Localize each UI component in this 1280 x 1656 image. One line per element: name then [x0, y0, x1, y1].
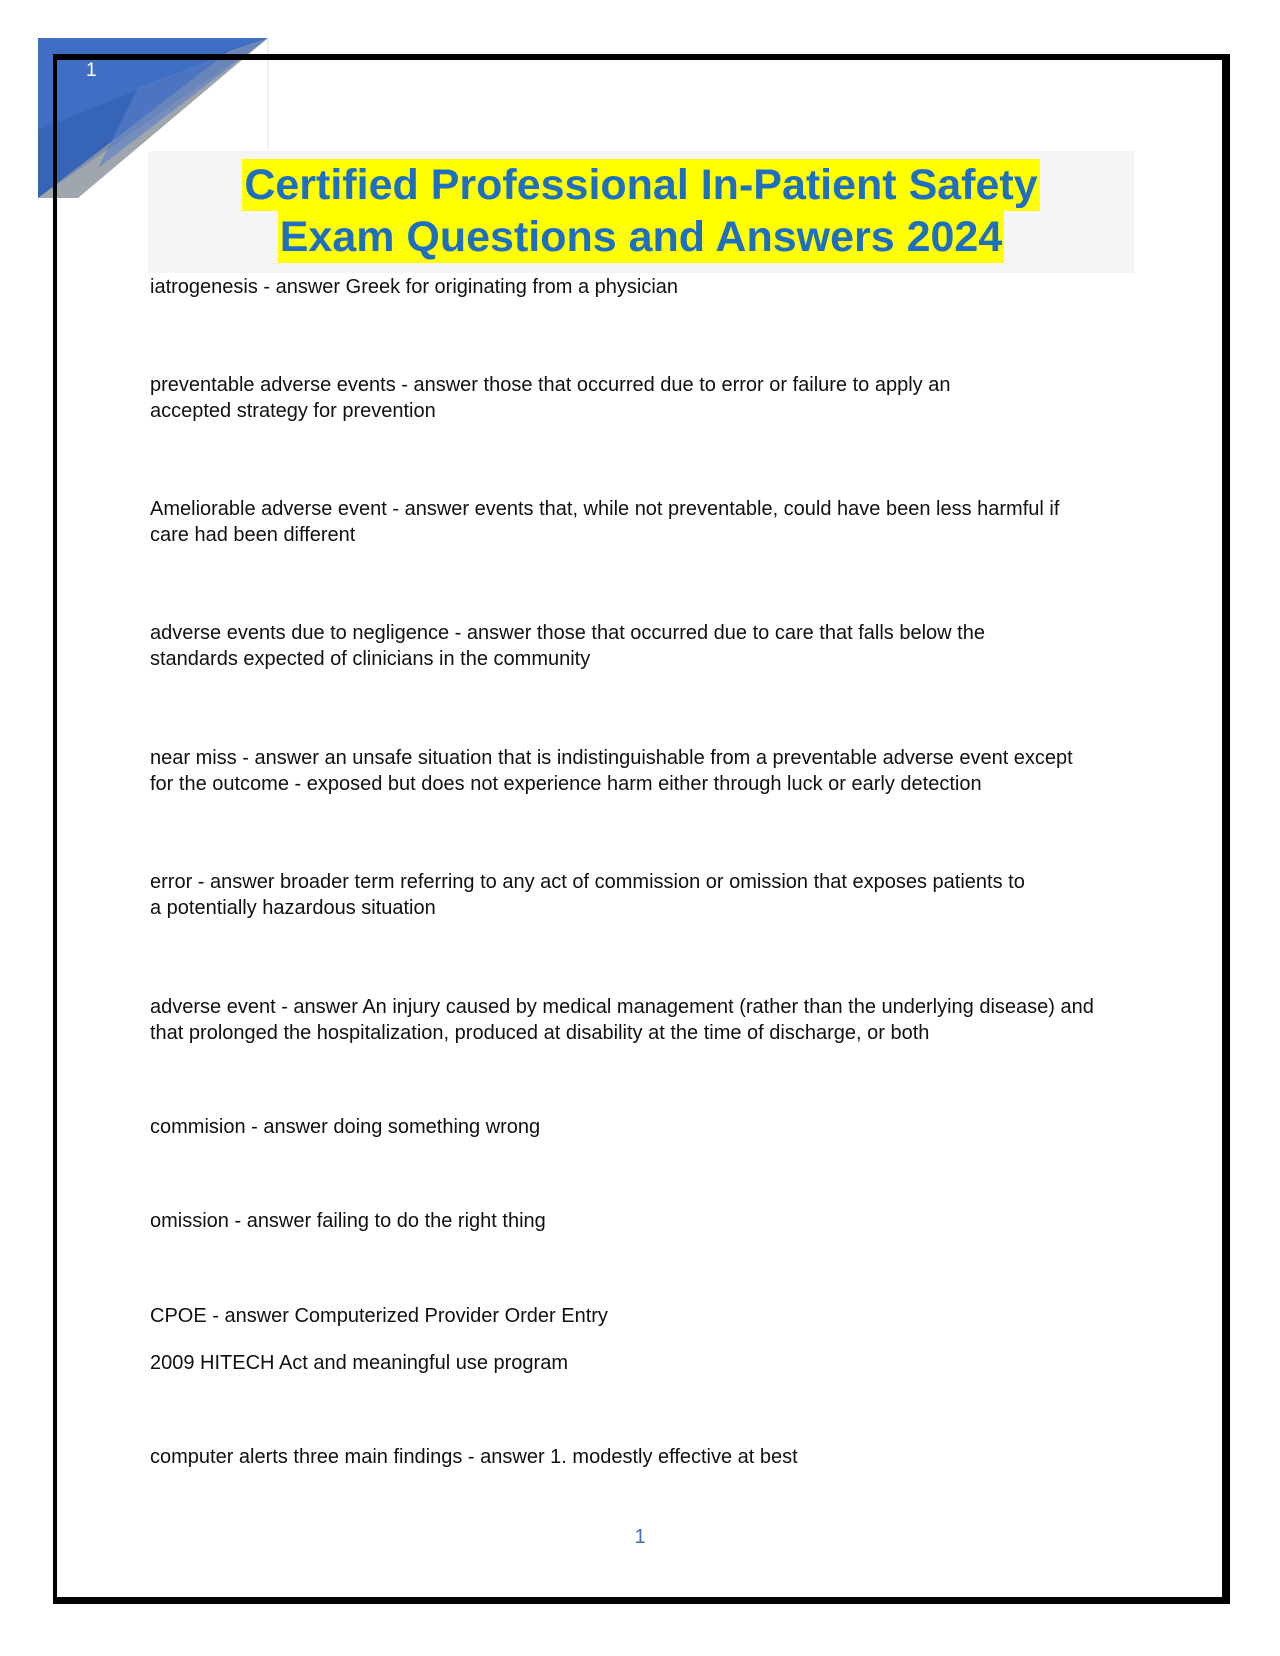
qa-line: CPOE - answer Computerized Provider Order Entry: [150, 1305, 608, 1327]
qa-line: iatrogenesis - answer Greek for originating from a physician: [150, 276, 679, 298]
qa-line: standards expected of clinicians in the community: [150, 648, 591, 670]
qa-entry: [150, 496, 1130, 548]
qa-entry: [150, 1208, 1130, 1234]
header-page-number: 1: [86, 60, 97, 81]
qa-line: error - answer broader term referring to any act of commission or omission that exposes patients to: [150, 871, 1025, 893]
title-line-1: Certified Professional In-Patient Safety: [244, 161, 1038, 209]
qa-entry: [150, 274, 1130, 300]
qa-line: omission - answer failing to do the right thing: [150, 1210, 546, 1232]
qa-entry: [150, 1444, 1130, 1470]
qa-entry: [150, 1114, 1130, 1140]
document-title: [148, 151, 1134, 273]
qa-line: a potentially hazardous situation: [150, 897, 436, 919]
qa-line: accepted strategy for prevention: [150, 400, 436, 422]
qa-line: near miss - answer an unsafe situation that is indistinguishable from a preventable adverse event except: [150, 747, 1073, 769]
qa-line: adverse event - answer An injury caused by medical management (rather than the underlying disease) and: [150, 996, 1094, 1018]
qa-line: 2009 HITECH Act and meaningful use program: [150, 1352, 568, 1374]
qa-entry: [150, 994, 1130, 1046]
qa-line: commision - answer doing something wrong: [150, 1116, 541, 1138]
title-line-2: Exam Questions and Answers 2024: [279, 213, 1003, 261]
qa-entry: [150, 869, 1130, 921]
qa-line: care had been different: [150, 524, 356, 546]
qa-line: Ameliorable adverse event - answer events that, while not preventable, could have been less harmful if: [150, 498, 1060, 520]
qa-line: that prolonged the hospitalization, produced at disability at the time of discharge, or both: [150, 1022, 930, 1044]
qa-entry: [150, 1350, 1130, 1376]
qa-entry: [150, 372, 1130, 424]
qa-entry: [150, 745, 1130, 797]
qa-entry: [150, 1303, 1130, 1329]
qa-line: preventable adverse events - answer those that occurred due to error or failure to apply an: [150, 374, 951, 396]
qa-line: for the outcome - exposed but does not experience harm either through luck or early detection: [150, 773, 982, 795]
qa-line: computer alerts three main findings - answer 1. modestly effective at best: [150, 1446, 798, 1468]
qa-entry: [150, 620, 1130, 672]
qa-line: adverse events due to negligence - answer those that occurred due to care that falls below the: [150, 622, 985, 644]
footer-page-number: 1: [634, 1526, 646, 1548]
